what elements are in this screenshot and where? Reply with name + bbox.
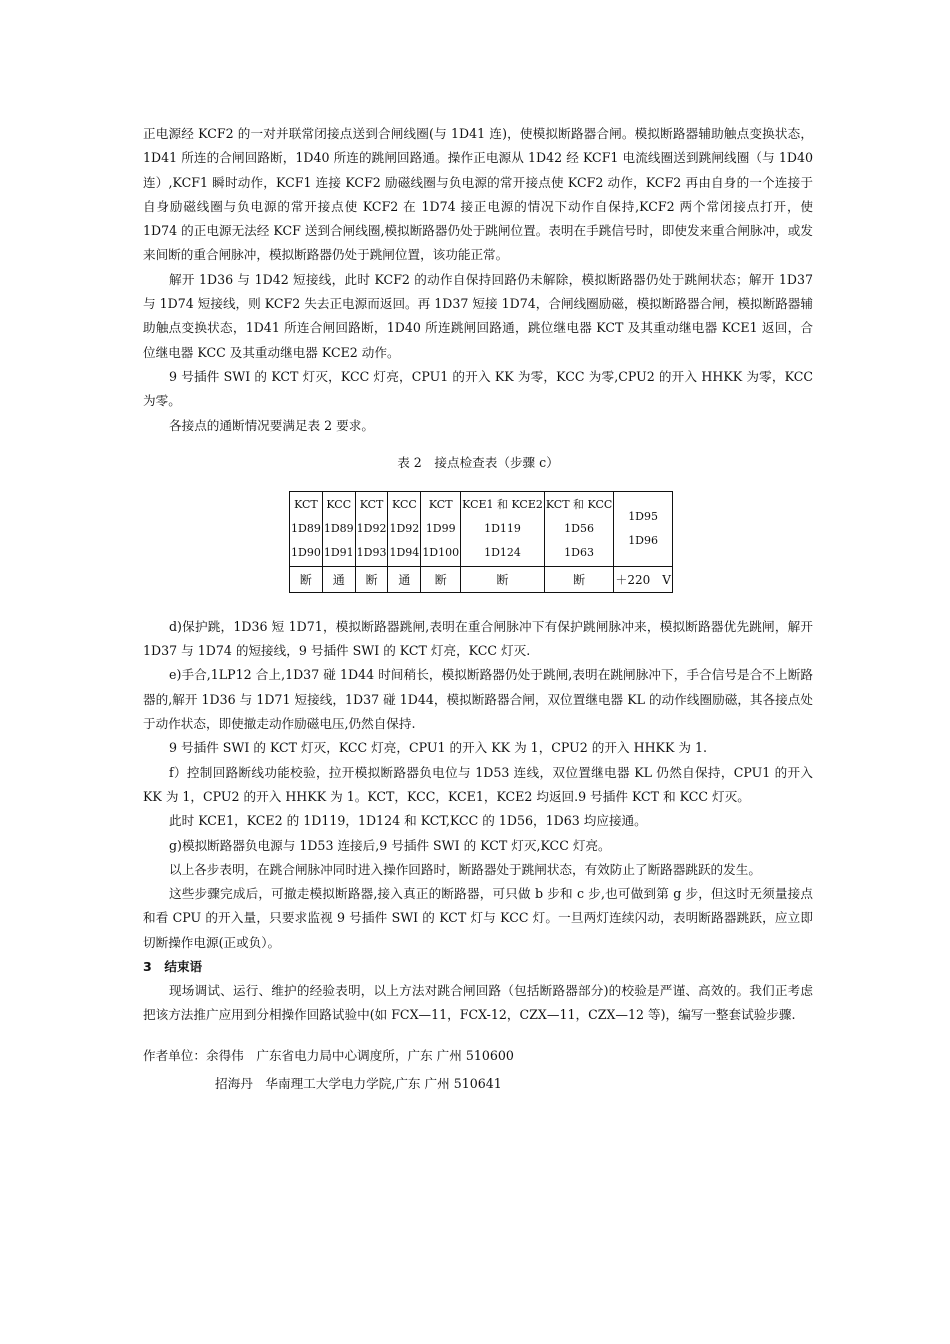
table-caption: 表 2 接点检查表（步骤 c） <box>397 454 559 470</box>
body-paragraph: 正电源经 KCF2 的一对并联常闭接点送到合闸线圈(与 1D41 连)，使模拟断路器合闸。模拟断路器辅助触点变换状态，1D41 所连的合闸回路断，1D40 所连的跳闸回路通。操作正电源从 1D42 经 KCF1 电流线圈送到跳闸线圈（与 1D40 连）,KCF1 瞬时动作，KCF1 连接 KCF2 励磁线圈与负电源的常开接点使 KCF2 动作，KCF2 再由自身的一个连接于自身励磁线圈与负电源的常开接点使 KCF2 在 1D74 接正电源的情况下动作自保持,KCF2 两个常闭接点打开，使 1D74 的正电源无法经 KCF 送到合闸线圈,模拟断路器仍处于跳闸位置。表明在手跳信号时，即使发来重合闸脉冲，或发来间断的重合闸脉冲，模拟断路器仍处于跳闸位置，该功能正常。 <box>143 126 813 263</box>
table-row-contacts <box>290 491 673 566</box>
table-cell: KCE1 和 KCE2 1D119 1D124 <box>461 491 545 566</box>
contact-check-table <box>289 491 673 593</box>
body-paragraph: 9 号插件 SWI 的 KCT 灯灭，KCC 灯亮，CPU1 的开入 KK 为 1，CPU2 的开入 HHKK 为 1. <box>169 740 707 756</box>
section-heading: 3 结束语 <box>143 959 203 975</box>
body-paragraph: 各接点的通断情况要满足表 2 要求。 <box>169 417 374 433</box>
body-paragraph: 解开 1D36 与 1D42 短接线，此时 KCF2 的动作自保持回路仍未解除，模拟断路器仍处于跳闸状态；解开 1D37 与 1D74 短接线，则 KCF2 失去正电源而返回。再 1D37 短接 1D74，合闸线圈励磁，模拟断路器合闸，模拟断路器辅助触点变换状态，1D41 所连合闸回路断，1D40 所连跳闸回路通，跳位继电器 KCT 及其重动继电器 KCE1 返回，合位继电器 KCC 及其重动继电器 KCE2 动作。 <box>143 271 813 360</box>
conclusion-paragraph: 现场调试、运行、维护的经验表明，以上方法对跳合闸回路（包括断路器部分)的校验是严谨、高效的。我们正考虑把该方法推广应用到分相操作回路试验中(如 FCX—11，FCX-12，CZX—11，CZX—12 等)，编写一整套试验步骤. <box>143 983 813 1023</box>
table-cell: KCT 和 KCC 1D56 1D63 <box>544 491 613 566</box>
authors-label: 作者单位： <box>143 1047 206 1063</box>
table-cell: 断 <box>421 566 461 592</box>
table-cell: 断 <box>355 566 388 592</box>
body-paragraph: g)模拟断路器负电源与 1D53 连接后,9 号插件 SWI 的 KCT 灯灭,KCC 灯亮。 <box>169 837 611 853</box>
author-row <box>143 1070 813 1098</box>
body-paragraph: 此时 KCE1，KCE2 的 1D119，1D124 和 KCT,KCC 的 1D56，1D63 均应接通。 <box>169 813 647 829</box>
body-paragraph: f）控制回路断线功能校验，拉开模拟断路器负电位与 1D53 连线，双位置继电器 KL 仍然自保持，CPU1 的开入 KK 为 1，CPU2 的开入 HHKK 为 1。KCT，KCC，KCE1，KCE2 均返回.9 号插件 KCT 和 KCC 灯灭。 <box>143 764 813 804</box>
table-cell: KCT 1D89 1D90 <box>290 491 323 566</box>
table-cell: 通 <box>322 566 355 592</box>
table-cell: ＋220 V <box>614 566 673 592</box>
table-cell: 1D95 1D96 <box>614 491 673 566</box>
table-cell: 断 <box>290 566 323 592</box>
table-cell: KCT 1D92 1D93 <box>355 491 388 566</box>
author-affiliation: 余得伟 广东省电力局中心调度所，广东 广州 510600 <box>205 1047 514 1063</box>
table-cell: 断 <box>544 566 613 592</box>
article-page <box>143 122 813 1098</box>
body-paragraph: 9 号插件 SWI 的 KCT 灯灭，KCC 灯亮，CPU1 的开入 KK 为零，KCC 为零,CPU2 的开入 HHKK 为零，KCC 为零。 <box>143 368 813 409</box>
body-paragraph: e)手合,1LP12 合上,1D37 碰 1D44 时间稍长，模拟断路器仍处于跳闸,表明在跳闸脉冲下，手合信号是合不上断路器的,解开 1D36 与 1D71 短接线，1D37 碰 1D44，模拟断路器合闸，双位置继电器 KL 的动作线圈励磁，其各接点处于动作状态，即使撤走动作励磁电压,仍然自保持. <box>143 667 813 732</box>
body-paragraph: d)保护跳，1D36 短 1D71，模拟断路器跳闸,表明在重合闸脉冲下有保护跳闸脉冲来，模拟断路器优先跳闸，解开 1D37 与 1D74 的短接线，9 号插件 SWI 的 KCT 灯亮，KCC 灯灭. <box>143 618 813 659</box>
body-paragraph: 以上各步表明，在跳合闸脉冲同时进入操作回路时，断路器处于跳闸状态，有效防止了断路器跳跃的发生。 <box>169 861 761 877</box>
author-affiliation: 招海丹 华南理工大学电力学院,广东 广州 510641 <box>215 1075 502 1091</box>
table-cell: 通 <box>388 566 421 592</box>
table-cell: 断 <box>461 566 545 592</box>
body-paragraph: 这些步骤完成后，可撤走模拟断路器,接入真正的断路器，可只做 b 步和 c 步,也可做到第 g 步，但这时无须量接点和看 CPU 的开入量，只要求监视 9 号插件 SWI 的 KCT 灯与 KCC 灯。一旦两灯连续闪动，表明断路器跳跃，应立即切断操作电源(正或负）。 <box>143 886 813 950</box>
table-cell: KCC 1D92 1D94 <box>388 491 421 566</box>
table-cell: KCC 1D89 1D91 <box>322 491 355 566</box>
author-affiliations <box>143 1042 813 1098</box>
table-cell: KCT 1D99 1D100 <box>421 491 461 566</box>
author-row <box>143 1042 813 1070</box>
table-row-states <box>290 566 673 592</box>
